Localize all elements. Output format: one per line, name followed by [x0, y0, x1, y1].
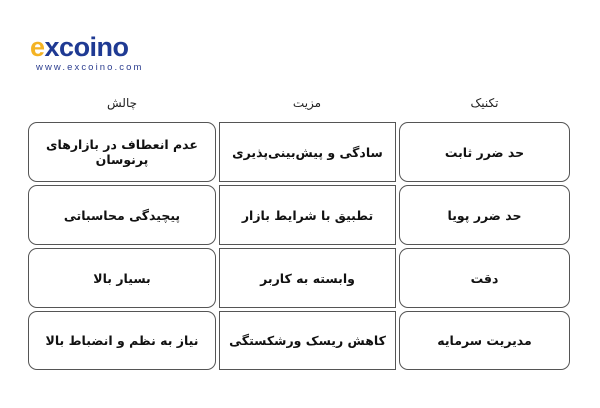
- logo-url: www.excoino.com: [36, 62, 144, 73]
- header-advantage: مزیت: [292, 96, 322, 110]
- cell-text: حد ضرر پویا: [447, 207, 522, 223]
- cell-challenge-1: [28, 122, 216, 182]
- cell-technique-3: [399, 248, 570, 308]
- cell-text: بسیار بالا: [93, 270, 151, 286]
- cell-text: تطبیق با شرایط بازار: [241, 207, 374, 223]
- cell-text: کاهش ریسک ورشکستگی: [229, 333, 386, 348]
- cell-text: مدیریت سرمایه: [437, 333, 532, 348]
- logo-wordmark: [30, 33, 144, 61]
- cell-text: پیچیدگی محاسباتی: [63, 207, 181, 223]
- cell-challenge-3: [28, 248, 216, 308]
- table-header: [28, 96, 570, 114]
- cell-technique-2: [399, 185, 570, 245]
- excoino-logo: [30, 33, 144, 73]
- cell-challenge-4: [28, 311, 216, 370]
- cell-technique-4: [399, 311, 570, 370]
- cell-text: سادگی و پیش‌بینی‌پذیری: [232, 144, 383, 160]
- cell-advantage-2: [219, 185, 396, 245]
- cell-technique-1: [399, 122, 570, 182]
- logo-e-letter: e: [30, 32, 45, 62]
- cell-advantage-1: [219, 122, 396, 182]
- cell-text: عدم انعطاف در بازارهای پرنوسان: [46, 137, 198, 167]
- logo-brand-text: xcoino: [44, 32, 129, 62]
- cell-advantage-4: [219, 311, 396, 370]
- cell-text: دقت: [470, 270, 499, 286]
- header-technique: تکنیک: [470, 96, 499, 110]
- header-challenge: چالش: [106, 96, 138, 110]
- cell-advantage-3: [219, 248, 396, 308]
- cell-text: حد ضرر ثابت: [444, 144, 525, 160]
- cell-text: وابسته به کاربر: [260, 270, 355, 286]
- cell-text: نیاز به نظم و انضباط بالا: [45, 333, 199, 348]
- cell-challenge-2: [28, 185, 216, 245]
